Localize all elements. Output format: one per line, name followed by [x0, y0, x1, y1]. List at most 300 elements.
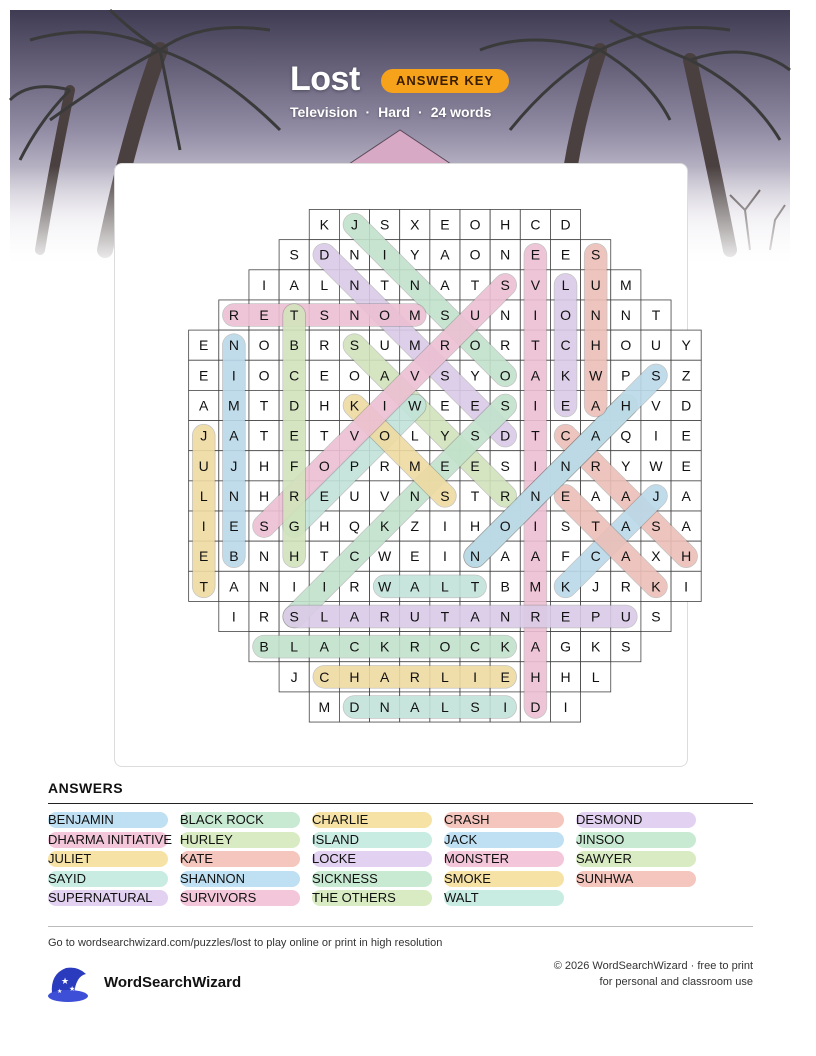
- grid-letter: D: [500, 427, 511, 444]
- grid-letter: O: [258, 337, 270, 354]
- grid-letter: N: [470, 548, 481, 565]
- grid-letter: C: [470, 638, 481, 655]
- grid-letter: S: [651, 518, 661, 535]
- answer-item: [444, 871, 564, 887]
- grid-letter: E: [560, 487, 571, 504]
- answer-item: [444, 832, 564, 848]
- grid-letter: X: [410, 216, 420, 233]
- grid-letter: E: [199, 548, 209, 565]
- grid-letter: I: [382, 397, 387, 414]
- grid-letter: J: [230, 457, 238, 474]
- grid-letter: D: [349, 698, 360, 715]
- grid-letter: N: [349, 276, 360, 293]
- grid-letter: V: [379, 487, 390, 504]
- grid-letter: R: [228, 307, 239, 324]
- grid-letter: V: [349, 427, 360, 444]
- grid-letter: D: [289, 397, 300, 414]
- answer-item: [312, 812, 432, 828]
- grid-letter: A: [410, 698, 420, 715]
- grid-letter: E: [410, 548, 420, 565]
- grid-letter: H: [560, 668, 571, 685]
- answer-item: [312, 871, 432, 887]
- grid-letter: C: [349, 638, 360, 655]
- grid-letter: O: [469, 216, 481, 233]
- grid-letter: C: [289, 367, 300, 384]
- grid-letter: P: [621, 367, 631, 384]
- answer-label: JACK: [444, 831, 478, 847]
- grid-letter: T: [440, 608, 450, 625]
- grid-letter: K: [560, 367, 571, 384]
- grid-letter: R: [379, 457, 390, 474]
- answer-label: WALT: [444, 890, 479, 906]
- grid-letter: S: [349, 337, 360, 354]
- grid-letter: L: [290, 638, 299, 655]
- grid-letter: T: [289, 307, 299, 324]
- grid-letter: O: [258, 367, 270, 384]
- grid-letter: I: [533, 457, 538, 474]
- grid-letter: H: [289, 548, 300, 565]
- grid-letter: N: [409, 276, 420, 293]
- grid-letter: U: [470, 307, 481, 324]
- grid-letter: N: [620, 307, 631, 324]
- grid-letter: N: [349, 246, 360, 263]
- grid-letter: T: [531, 337, 540, 354]
- grid-letter: L: [320, 608, 329, 625]
- grid-letter: E: [440, 216, 450, 233]
- grid-letter: J: [652, 487, 660, 504]
- grid-letter: O: [379, 307, 391, 324]
- grid-letter: M: [408, 337, 421, 354]
- grid-letter: U: [409, 608, 420, 625]
- answer-label: MONSTER: [444, 851, 509, 867]
- word-search-grid: [115, 164, 692, 766]
- grid-letter: S: [621, 638, 631, 655]
- grid-letter: Q: [620, 427, 632, 444]
- grid-letter: R: [620, 578, 631, 595]
- grid-letter: A: [591, 427, 601, 444]
- grid-letter: E: [440, 457, 450, 474]
- grid-letter: I: [322, 578, 327, 595]
- grid-letter: H: [319, 397, 330, 414]
- grid-letter: P: [349, 457, 360, 474]
- grid-letter: I: [231, 608, 236, 625]
- grid-letter: S: [289, 608, 299, 625]
- grid-letter: I: [201, 518, 206, 535]
- answer-key-badge: ANSWER KEY: [381, 69, 509, 93]
- grid-letter: A: [621, 548, 631, 565]
- grid-letter: K: [379, 518, 390, 535]
- grid-letter: M: [408, 457, 421, 474]
- grid-letter: N: [500, 608, 511, 625]
- grid-letter: O: [318, 457, 330, 474]
- grid-letter: I: [533, 518, 538, 535]
- grid-letter: H: [590, 337, 601, 354]
- grid-letter: A: [530, 638, 541, 655]
- grid-letter: E: [560, 246, 571, 263]
- grid-letter: K: [349, 397, 360, 414]
- grid-letter: A: [379, 668, 390, 685]
- grid-letter: R: [500, 487, 511, 504]
- answer-label: HURLEY: [180, 831, 233, 847]
- grid-letter: O: [469, 337, 481, 354]
- grid-letter: A: [410, 578, 420, 595]
- grid-letter: A: [229, 578, 239, 595]
- grid-letter: V: [651, 397, 661, 414]
- grid-letter: M: [529, 578, 542, 595]
- grid-letter: H: [620, 397, 631, 414]
- grid-letter: U: [379, 337, 390, 354]
- grid-letter: B: [500, 578, 510, 595]
- grid-letter: E: [681, 427, 691, 444]
- grid-letter: B: [289, 337, 299, 354]
- answer-label: SAYID: [48, 870, 87, 886]
- answer-item: [180, 832, 300, 848]
- grid-letter: T: [470, 578, 480, 595]
- svg-text:★: ★: [69, 985, 76, 993]
- grid-letter: T: [651, 307, 661, 324]
- grid-letter: I: [533, 397, 538, 414]
- grid-letter: L: [441, 698, 449, 715]
- grid-letter: E: [259, 307, 269, 324]
- grid-letter: C: [560, 337, 571, 354]
- grid-letter: N: [500, 307, 511, 324]
- grid-letter: Z: [410, 518, 420, 535]
- grid-letter: U: [590, 276, 601, 293]
- grid-letter: V: [410, 367, 420, 384]
- grid-letter: O: [439, 638, 451, 655]
- grid-letter: S: [379, 216, 390, 233]
- grid-letter: N: [409, 487, 420, 504]
- grid-letter: N: [258, 548, 270, 565]
- grid-letter: E: [530, 246, 541, 263]
- grid-letter: D: [560, 216, 571, 233]
- grid-letter: F: [289, 457, 299, 474]
- grid-letter: I: [292, 578, 297, 595]
- answer-item: [576, 832, 696, 848]
- answer-label: BLACK ROCK: [180, 812, 264, 827]
- puzzle-title: Lost: [290, 60, 360, 98]
- grid-letter: N: [228, 337, 239, 354]
- grid-letter: A: [319, 638, 329, 655]
- grid-letter: A: [591, 487, 601, 504]
- grid-letter: L: [320, 276, 329, 293]
- grid-letter: S: [470, 427, 480, 444]
- grid-letter: A: [621, 487, 631, 504]
- grid-letter: X: [651, 548, 661, 565]
- grid-letter: G: [560, 638, 571, 655]
- grid-letter: H: [319, 518, 330, 535]
- grid-letter: O: [379, 427, 391, 444]
- grid-letter: S: [560, 518, 571, 535]
- grid-letter: B: [259, 638, 269, 655]
- answer-item: [312, 851, 432, 867]
- grid-letter: I: [442, 548, 447, 565]
- grid-letter: A: [440, 276, 450, 293]
- grid-letter: E: [681, 457, 691, 474]
- grid-letter: E: [319, 487, 329, 504]
- grid-letter: R: [379, 608, 390, 625]
- grid-letter: A: [621, 518, 631, 535]
- grid-letter: E: [560, 608, 571, 625]
- grid-letter: N: [500, 246, 511, 263]
- grid-letter: V: [530, 276, 541, 293]
- grid-letter: M: [228, 397, 240, 414]
- grid-letter: A: [440, 246, 450, 263]
- grid-letter: E: [470, 457, 480, 474]
- grid-letter: N: [258, 578, 270, 595]
- grid-letter: T: [531, 427, 540, 444]
- grid-letter: S: [500, 397, 510, 414]
- grid-letter: O: [499, 367, 511, 384]
- grid-letter: D: [681, 397, 692, 414]
- grid-letter: A: [530, 548, 541, 565]
- answers-heading: ANSWERS: [48, 780, 124, 796]
- grid-letter: C: [560, 427, 571, 444]
- grid-letter: H: [258, 457, 270, 474]
- grid-letter: E: [229, 518, 239, 535]
- grid-letter: S: [651, 608, 661, 625]
- answer-item: [48, 831, 172, 848]
- grid-letter: E: [440, 397, 450, 414]
- grid-letter: L: [591, 668, 600, 685]
- grid-letter: R: [409, 638, 420, 655]
- answer-item: [48, 812, 168, 828]
- grid-letter: S: [440, 307, 450, 324]
- grid-letter: M: [318, 698, 331, 715]
- grid-letter: A: [681, 518, 691, 535]
- grid-letter: K: [560, 578, 571, 595]
- answer-label: SMOKE: [444, 870, 491, 886]
- difficulty-label: Hard: [378, 104, 411, 120]
- answer-item: [576, 812, 696, 828]
- answer-label: DESMOND: [576, 812, 643, 827]
- grid-letter: D: [319, 246, 330, 263]
- grid-letter: S: [651, 367, 661, 384]
- grid-letter: K: [379, 638, 390, 655]
- answer-label: ISLAND: [312, 831, 359, 847]
- footer-link-text: Go to wordsearchwizard.com/puzzles/lost to play online or print in high resolution: [48, 937, 443, 949]
- grid-letter: S: [440, 487, 450, 504]
- grid-letter: E: [470, 397, 480, 414]
- grid-letter: S: [470, 698, 480, 715]
- answer-label: CRASH: [444, 812, 490, 827]
- grid-letter: S: [500, 276, 510, 293]
- grid-letter: K: [591, 638, 601, 655]
- category-label: Television: [290, 104, 358, 120]
- divider: [48, 926, 753, 927]
- answer-item: [48, 851, 168, 867]
- answer-label: JINSOO: [576, 831, 625, 847]
- grid-letter: J: [200, 427, 208, 444]
- grid-letter: T: [470, 276, 480, 293]
- grid-letter: H: [258, 487, 270, 504]
- grid-letter: I: [382, 246, 387, 263]
- grid-letter: I: [473, 668, 478, 685]
- separator: ·: [418, 104, 423, 120]
- answer-item: [312, 890, 432, 906]
- grid-letter: F: [561, 548, 570, 565]
- grid-letter: C: [349, 548, 360, 565]
- grid-letter: S: [289, 246, 299, 263]
- grid-letter: M: [619, 276, 632, 293]
- grid-letter: K: [651, 578, 661, 595]
- puzzle-meta: [290, 104, 491, 120]
- grid-letter: R: [258, 608, 270, 625]
- grid-letter: R: [590, 457, 601, 474]
- grid-letter: R: [349, 578, 360, 595]
- grid-letter: W: [378, 578, 392, 595]
- grid-letter: T: [470, 487, 480, 504]
- grid-letter: S: [591, 246, 601, 263]
- grid-letter: A: [681, 487, 691, 504]
- grid-letter: R: [319, 337, 330, 354]
- grid-letter: T: [380, 276, 389, 293]
- answer-label: LOCKE: [312, 851, 357, 867]
- grid-letter: C: [319, 668, 330, 685]
- word-count-label: 24 words: [430, 104, 492, 120]
- grid-letter: H: [470, 518, 481, 535]
- answer-item: [180, 871, 300, 887]
- grid-letter: Y: [440, 427, 450, 444]
- grid-letter: Y: [681, 337, 691, 354]
- grid-letter: Y: [470, 367, 480, 384]
- answer-item: [180, 851, 300, 867]
- answer-label: SUNHWA: [576, 870, 634, 886]
- grid-letter: I: [442, 518, 447, 535]
- grid-letter: W: [649, 457, 663, 474]
- grid-letter: Y: [410, 246, 420, 263]
- grid-letter: E: [199, 337, 209, 354]
- grid-letter: J: [592, 578, 600, 595]
- answer-item: [576, 871, 696, 887]
- grid-letter: E: [319, 367, 329, 384]
- separator: ·: [365, 104, 371, 120]
- answer-item: [48, 890, 168, 906]
- grid-letter: G: [288, 518, 300, 535]
- grid-letter: T: [320, 548, 329, 565]
- grid-letter: L: [441, 668, 449, 685]
- grid-letter: N: [379, 698, 390, 715]
- grid-letter: C: [530, 216, 541, 233]
- grid-letter: N: [560, 457, 571, 474]
- answer-label: BENJAMIN: [48, 812, 114, 827]
- grid-letter: B: [229, 548, 239, 565]
- grid-letter: Z: [681, 367, 691, 384]
- grid-letter: M: [408, 307, 421, 324]
- answer-label: CHARLIE: [312, 812, 369, 827]
- answer-item: [444, 812, 564, 828]
- answer-item: [312, 832, 432, 848]
- grid-letter: O: [469, 246, 481, 263]
- grid-letter: L: [410, 427, 419, 444]
- answer-item: [576, 851, 696, 867]
- grid-letter: H: [349, 668, 360, 685]
- answer-label: SICKNESS: [312, 870, 378, 886]
- grid-letter: O: [349, 367, 360, 384]
- grid-letter: L: [199, 487, 208, 504]
- grid-letter: Y: [621, 457, 631, 474]
- grid-letter: D: [530, 698, 541, 715]
- grid-letter: J: [290, 668, 298, 685]
- grid-letter: R: [530, 608, 541, 625]
- wizard-hat-icon: [46, 964, 92, 1009]
- grid-letter: U: [650, 337, 662, 354]
- grid-letter: A: [591, 397, 601, 414]
- grid-letter: H: [500, 216, 511, 233]
- grid-letter: O: [620, 337, 632, 354]
- answer-item: [180, 890, 300, 906]
- answer-item: [48, 871, 168, 887]
- grid-letter: N: [228, 487, 239, 504]
- grid-letter: W: [378, 548, 392, 565]
- grid-letter: J: [350, 216, 358, 233]
- grid-letter: K: [500, 638, 510, 655]
- answer-item: [180, 812, 300, 828]
- grid-letter: I: [231, 367, 236, 384]
- grid-letter: K: [319, 216, 329, 233]
- grid-letter: L: [561, 276, 570, 293]
- grid-letter: A: [470, 608, 480, 625]
- grid-letter: I: [533, 307, 538, 324]
- svg-text:★: ★: [57, 988, 63, 995]
- grid-letter: W: [589, 367, 603, 384]
- svg-text:★: ★: [61, 977, 70, 987]
- answer-label: JULIET: [48, 851, 92, 867]
- grid-letter: A: [349, 608, 360, 625]
- grid-letter: Q: [349, 518, 360, 535]
- grid-letter: N: [349, 307, 360, 324]
- grid-letter: P: [591, 608, 601, 625]
- answer-label: SURVIVORS: [180, 890, 257, 906]
- answer-label: SAWYER: [576, 851, 632, 867]
- grid-letter: A: [289, 276, 299, 293]
- grid-letter: S: [259, 518, 269, 535]
- grid-letter: E: [199, 367, 209, 384]
- grid-letter: I: [262, 276, 266, 293]
- grid-letter: O: [560, 307, 571, 324]
- grid-letter: T: [259, 397, 269, 414]
- grid-letter: N: [590, 307, 601, 324]
- grid-letter: T: [199, 578, 209, 595]
- grid-letter: R: [439, 337, 450, 354]
- grid-letter: E: [289, 427, 299, 444]
- grid-letter: I: [654, 427, 658, 444]
- grid-letter: A: [530, 367, 541, 384]
- grid-letter: I: [684, 578, 689, 595]
- grid-letter: I: [563, 698, 568, 715]
- answer-label: DHARMA INITIATIVE: [48, 831, 172, 847]
- answer-label: SUPERNATURAL: [48, 890, 153, 906]
- grid-letter: C: [590, 548, 601, 565]
- grid-letter: A: [500, 548, 510, 565]
- grid-letter: R: [500, 337, 511, 354]
- answer-label: THE OTHERS: [312, 890, 396, 906]
- grid-letter: N: [530, 487, 541, 504]
- grid-letter: R: [409, 668, 420, 685]
- grid-letter: E: [500, 668, 510, 685]
- grid-letter: L: [441, 578, 449, 595]
- brand-name: WordSearchWizard: [104, 974, 242, 991]
- grid-letter: A: [229, 427, 239, 444]
- grid-letter: W: [408, 397, 422, 414]
- grid-letter: T: [591, 518, 600, 535]
- grid-letter: U: [620, 608, 631, 625]
- answer-label: SHANNON: [180, 870, 246, 886]
- answer-item: [444, 890, 564, 906]
- grid-letter: O: [499, 518, 511, 535]
- answer-item: [444, 851, 564, 867]
- grid-letter: E: [560, 397, 571, 414]
